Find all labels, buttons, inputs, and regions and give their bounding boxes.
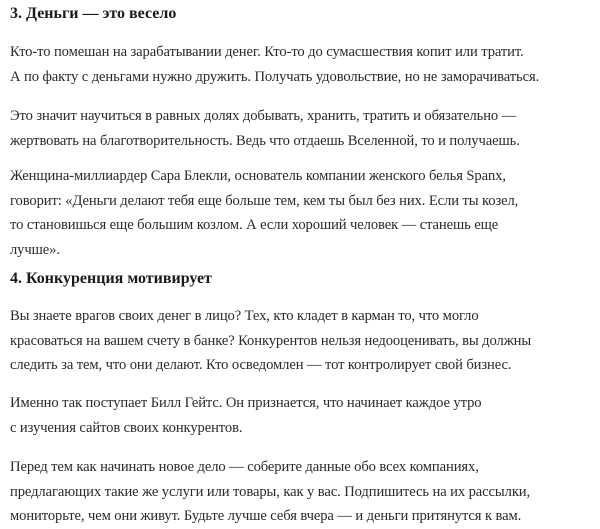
paragraph-new-business [10, 455, 530, 529]
text-line: Именно так поступает Билл Гейтс. Он признается, что начинает каждое утро [10, 395, 482, 411]
section-heading-money-fun: 3. Деньги — это весело [10, 5, 177, 22]
paragraph-know-enemies [10, 304, 531, 378]
section-heading-competition: 4. Конкуренция мотивирует [10, 270, 212, 287]
text-line: А по факту с деньгами нужно дружить. Получать удовольствие, но не заморачиваться. [10, 68, 540, 85]
text-line: то становишься еще большим козлом. А если хороший человек — станешь еще [10, 217, 499, 233]
text-line: мониторьте, чем они живут. Будьте лучше себя вчера — и деньги притянутся к вам. [10, 508, 522, 524]
text-line: красоваться на вашем счету в банке? Конкурентов нельзя недооценивать, вы должны [10, 332, 532, 349]
paragraph-obsessed-with-money [10, 40, 539, 89]
text-line: лучше». [10, 241, 60, 258]
text-line: Вы знаете врагов своих денег в лицо? Тех, кто кладет в карман то, что могло [10, 308, 479, 324]
text-line: Женщина-миллиардер Сара Блекли, основатель компании женского белья Spanx, [10, 168, 506, 184]
text-line: с изучения сайтов своих конкурентов. [10, 419, 243, 436]
text-line: Перед тем как начинать новое дело — соберите данные обо всех компаниях, [10, 459, 479, 475]
paragraph-bill-gates [10, 391, 481, 440]
text-line: предлагающих такие же услуги или товары, как у вас. Подпишитесь на их рассылки, [10, 483, 531, 500]
text-line: следить за тем, что они делают. Кто осведомлен — тот контролирует свой бизнес. [10, 357, 512, 373]
text-line: жертвовать на благотворительность. Ведь что отдаешь Вселенной, то и получаешь. [10, 132, 520, 149]
text-line: говорит: «Деньги делают тебя еще больше тем, кем ты был без них. Если ты козел, [10, 192, 519, 209]
paragraph-sara-blakely-quote [10, 164, 518, 262]
text-line: Кто-то помешан на зарабатывании денег. Кто-то до сумасшествия копит или тратит. [10, 44, 524, 60]
paragraph-equal-shares [10, 104, 520, 153]
text-line: Это значит научиться в равных долях добывать, хранить, тратить и обязательно — [10, 108, 517, 124]
